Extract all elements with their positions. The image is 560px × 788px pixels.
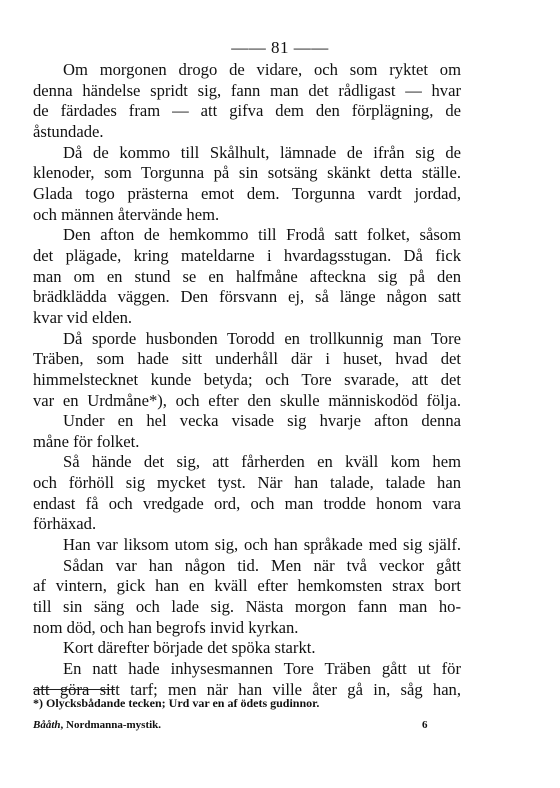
text-line: nom död, och han begrofs invid kyrkan. [33, 617, 299, 637]
body-text [33, 60, 461, 700]
text-line: Träben, som hade sitt underhåll där i huset, hvad det [33, 349, 461, 369]
text-line: himmelstecknet kunde betyda; och Tore svarade, att det [33, 369, 461, 389]
text-line: kvar vid elden. [33, 307, 133, 327]
text-line: endast få och vredgade ord, och man trodde honom vara [33, 493, 461, 513]
text-line: brädklädda väggen. Den försvann ej, så länge någon satt [33, 287, 461, 307]
text-line: att göra sitt tarf; men när han ville åter gå in, såg han, [33, 679, 461, 699]
text-line: de färdades fram — att gifva dem den förplägning, de [33, 101, 461, 121]
text-line: Så hände det sig, att fårherden en kväll kom hem [63, 452, 461, 472]
text-line: Den afton de hemkommo till Frodå satt folket, såsom [63, 225, 461, 245]
page-number: —— 81 —— [231, 38, 329, 57]
text-line: Då de kommo till Skålhult, lämnade de ifrån sig de [63, 142, 461, 162]
text-line: En natt hade inhysesmannen Tore Träben gått ut för [63, 659, 461, 679]
text-line: denna händelse spridt sig, fann man det rådligast — hvar [33, 80, 461, 100]
footnote-divider [33, 689, 115, 690]
text-line: Under en hel vecka visade sig hvarje afton denna [63, 411, 461, 431]
text-line: Om morgonen drogo de vidare, och som ryktet om [63, 60, 461, 79]
text-line: åstundade. [33, 121, 104, 141]
text-line: man om en stund se en halfmåne afteckna sig på den [33, 266, 461, 286]
text-line: och männen återvände hem. [33, 204, 220, 224]
text-line: Kort därefter började det spöka starkt. [63, 638, 316, 658]
text-line: måne för folket. [33, 431, 140, 451]
signature-mark: 6 [422, 719, 428, 731]
text-line: till sin säng och lade sig. Nästa morgon fann man ho- [33, 597, 461, 617]
text-line: var en Urdmåne*), och efter den skulle människodöd följa. [33, 390, 461, 410]
text-line: det plägade, kring mateldarne i hvardagsstugan. Då fick [33, 245, 461, 265]
footer-author: Bååth [33, 719, 61, 731]
text-line: Han var liksom utom sig, och han språkade med sig själf. [63, 535, 461, 555]
text-line: Då sporde husbonden Torodd en trollkunnig man Tore [63, 328, 461, 348]
text-line: Glada togo prästerna emot dem. Torgunna vardt jordad, [33, 183, 461, 203]
text-line: klenoder, som Torgunna på sin sotsäng skänkt detta ställe. [33, 163, 461, 183]
text-line: och förhöll sig mycket tyst. När han talade, talade han [33, 473, 461, 493]
running-footer [33, 719, 433, 731]
text-line: af vintern, gick han en kväll efter hemkomsten strax bort [33, 576, 461, 596]
footnote: *) Olycksbådande tecken; Urd var en af ödets gudinnor. [33, 696, 320, 710]
footer-title: , Nordmanna-mystik. [60, 719, 162, 731]
text-line: Sådan var han någon tid. Men när två veckor gått [63, 555, 461, 575]
text-line: förhäxad. [33, 514, 97, 534]
